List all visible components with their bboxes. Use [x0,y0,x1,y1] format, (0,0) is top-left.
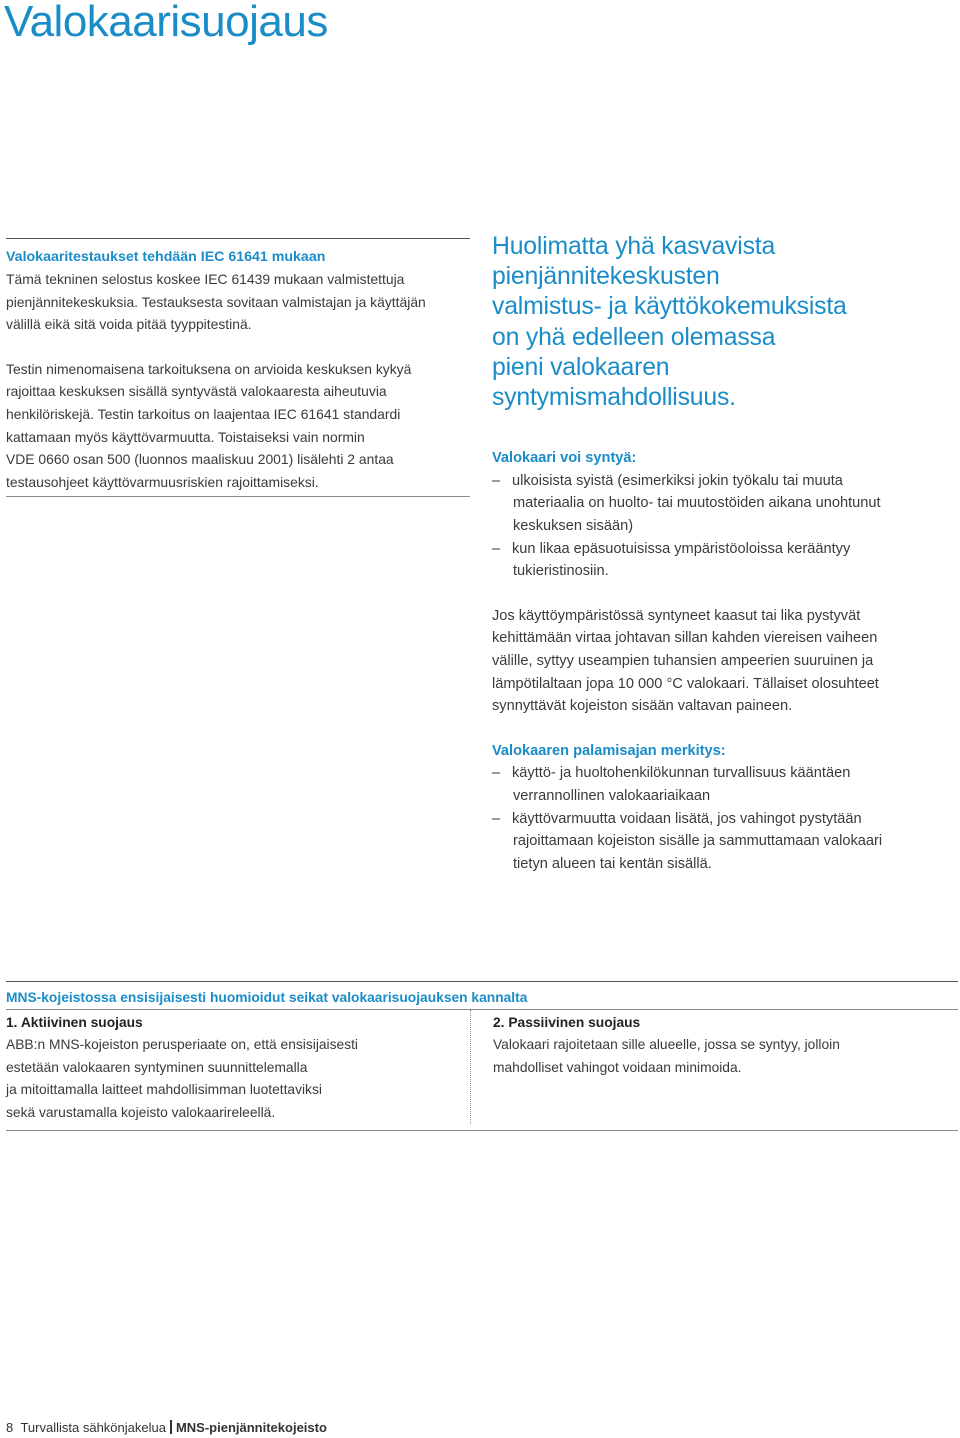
passive-protection-heading: 2. Passiivinen suojaus [493,1015,641,1030]
column-line: ja mitoittamalla laitteet mahdollisimman luotettaviksi [6,1082,322,1098]
box-line: pienjännitekeskuksia. Testauksesta sovitaan valmistajan ja käyttäjän [6,293,426,310]
quote-line: pienjännitekeskusten [492,263,720,291]
box-paragraph-2 [6,358,470,494]
paragraph-line: synnyttävät kojeiston sisään valtavan paineen. [492,698,793,715]
paragraph-line: Jos käyttöympäristössä syntyneet kaasut tai lika pystyvät [492,607,861,624]
dash-bullet: – [492,540,501,557]
list-item [492,808,952,831]
dash-bullet: – [492,810,501,827]
box-line: henkilöriskejä. Testin tarkoitus on laajentaa IEC 61641 standardi [6,405,401,422]
dash-bullet: – [492,472,501,489]
column-line: mahdolliset vahingot voidaan minimoida. [493,1059,742,1075]
causes-list [492,470,952,583]
box-line: välillä eikä sitä voida pitää tyyppitestinä. [6,316,252,333]
box-line: Tämä tekninen selostus koskee IEC 61439 mukaan valmistettuja [6,271,405,287]
box-paragraph-1 [6,268,470,336]
summary-top-rule [6,981,958,982]
duration-list [492,762,952,875]
list-item-continuation: materiaalia on huolto- tai muutostöiden aikana unohtunut [513,495,881,512]
box-line: VDE 0660 osan 500 (luonnos maaliskuu 2001) lisälehti 2 antaa [6,451,394,468]
summary-bottom-rule [6,1130,958,1131]
list-item-text: käyttö- ja huoltohenkilökunnan turvallisuus kääntäen [512,765,851,782]
protection-summary-box [6,981,958,1131]
quote-line: on yhä edelleen olemassa [492,323,776,351]
list-item-continuation: verrannollinen valokaariaikaan [513,787,711,804]
pull-quote [492,232,952,413]
box-line: Testin nimenomaisena tarkoituksena on arvioida keskuksen kykyä [6,360,412,377]
list-item-continuation: tietyn alueen tai kentän sisällä. [513,855,712,872]
summary-columns [6,1009,958,1124]
quote-line: pieni valokaaren [492,353,670,381]
box-bottom-rule [6,496,470,497]
list-item [492,470,952,493]
paragraph-line: kehittämään virtaa johtavan sillan kahden viereisen vaiheen [492,630,878,647]
page-title: Valokaarisuojaus [4,0,328,46]
quote-line: valmistus- ja käyttökokemuksista [492,293,847,321]
page-number: 8 [6,1420,14,1435]
box-line: testausohjeet käyttövarmuusriskien rajoittamiseksi. [6,473,319,490]
summary-heading: MNS-kojeistossa ensisijaisesti huomioidut seikat valokaarisuojauksen kannalta [6,990,528,1005]
column-line: ABB:n MNS-kojeiston perusperiaate on, että ensisijaisesti [6,1037,358,1052]
right-column [492,232,952,875]
causes-heading: Valokaari voi syntyä: [492,450,637,467]
box-line: rajoittaa keskuksen sisällä syntyvästä valokaaresta aiheutuvia [6,383,387,400]
column-line: sekä varustamalla kojeisto valokaarireleellä. [6,1104,276,1120]
column-line: Valokaari rajoitetaan sille alueelle, jossa se syntyy, jolloin [493,1037,840,1052]
quote-line: Huolimatta yhä kasvavista [492,233,776,260]
duration-heading: Valokaaren palamisajan merkitys: [492,742,726,759]
page-footer [6,1418,327,1438]
list-item-continuation: rajoittamaan kojeiston sisälle ja sammuttamaan valokaari [513,833,883,850]
box-line: kattamaan myös käyttövarmuutta. Toistaiseksi vain normin [6,428,365,445]
column-line: estetään valokaaren syntyminen suunnittelemalla [6,1059,308,1075]
list-item-continuation: keskuksen sisään) [513,518,634,534]
footer-separator [170,1420,172,1434]
section-name: MNS-pienjännitekojeisto [175,1420,327,1435]
box-heading: Valokaaritestaukset tehdään IEC 61641 mukaan [6,249,326,265]
paragraph-line: lämpötilaltaan jopa 10 000 °C valokaari. Tällaiset olosuhteet [492,675,879,692]
info-box-iec-testing [6,238,470,497]
list-item-text: ulkoisista syistä (esimerkiksi jokin työkalu tai muuta [512,472,843,489]
arc-paragraph [492,605,952,718]
list-item-continuation: tukieristinosiin. [513,563,609,580]
list-item-text: käyttövarmuutta voidaan lisätä, jos vahingot pystytään [512,810,862,827]
dash-bullet: – [492,765,501,782]
passive-protection-column [471,1010,958,1124]
publication-name: Turvallista sähkönjakelua [20,1420,166,1435]
quote-line: syntymismahdollisuus. [492,384,736,412]
active-protection-heading: 1. Aktiivinen suojaus [6,1015,143,1030]
box-top-rule [6,238,470,239]
paragraph-line: välille, syttyy useampien tuhansien ampeerien suuruinen ja [492,652,874,669]
list-item [492,762,952,785]
active-protection-column [6,1010,471,1124]
list-item [492,538,952,561]
list-item-text: kun likaa epäsuotuisissa ympäristöoloissa kerääntyy [512,540,851,557]
